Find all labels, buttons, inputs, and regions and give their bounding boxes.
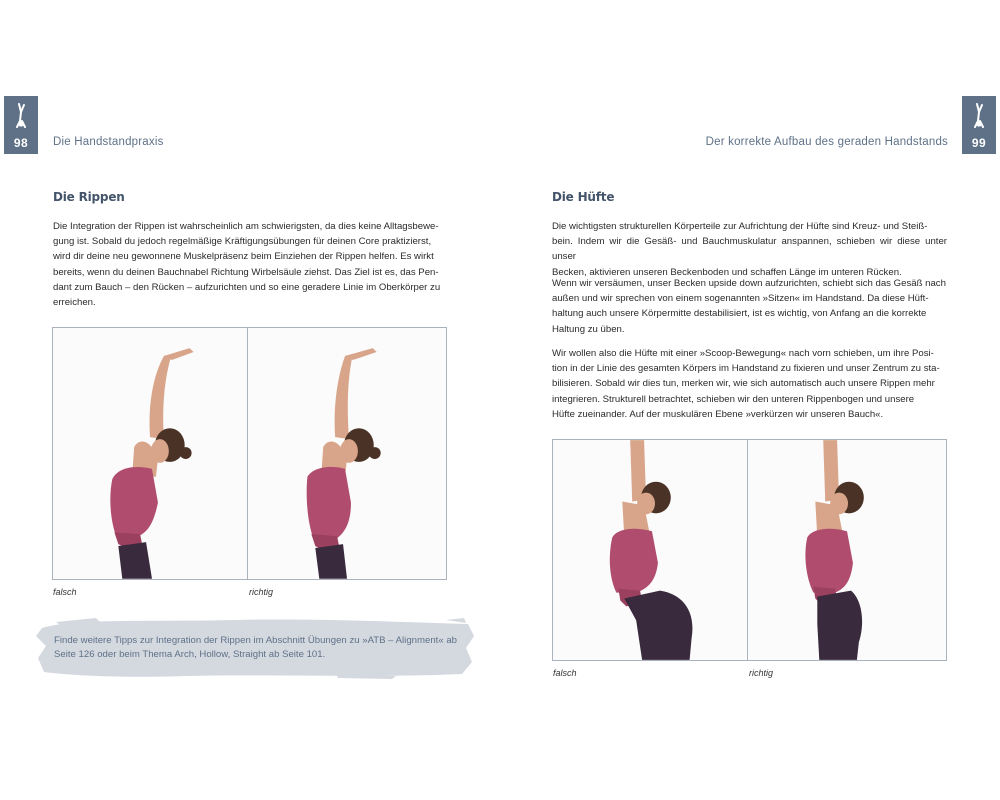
tip-text (54, 634, 464, 662)
photo-caption: richtig (749, 668, 774, 678)
handstand-figure-icon (968, 100, 990, 132)
section-heading-hip: Die Hüfte (552, 190, 615, 204)
paragraph-hip-3 (552, 346, 947, 422)
photo-caption: falsch (553, 668, 577, 678)
woman-arms-up-hip-photo (553, 440, 750, 660)
photo-hip-right (747, 439, 947, 661)
text-line: Hüfte zueinander. Auf der muskulären Ebene »verkürzen wir unseren Bauch«. (552, 408, 884, 420)
page-number: 98 (13, 136, 29, 150)
text-line: haltung auch unsere Körpermitte destabilisiert, ist es wichtig, von Anfang an die korrekte (552, 308, 927, 320)
text-line: gung ist. Sobald du jedoch regelmäßige Kräftigungsübungen für deinen Core praktizierst, (53, 236, 432, 248)
handstand-figure-icon (10, 100, 32, 132)
photo-caption: richtig (249, 587, 274, 597)
text-line: erreichen. (53, 297, 96, 309)
running-head-right: Der korrekte Aufbau des geraden Handstands (705, 136, 948, 148)
text-line: Wenn wir versäumen, unser Becken upside down aufzurichten, schiebt sich das Gesäß nach (552, 278, 946, 289)
woman-arms-raised-photo (53, 328, 250, 579)
text-line: Seite 126 oder beim Thema Arch, Hollow, Straight ab Seite 101. (54, 649, 326, 660)
text-line: Finde weitere Tipps zur Integration der Rippen im Abschnitt Übungen zu »ATB – Alignment« ab (54, 635, 457, 646)
text-line: bilisieren. Sobald wir dies tun, merken wir, wie sich automatisch auch unsere Rippen mehr (552, 378, 935, 390)
woman-arms-up-hip-photo (748, 440, 946, 660)
text-line: tion in der Linie des gesamten Körpers im Handstand zu fixieren und unser Zentrum zu sta- (552, 363, 940, 375)
page-number: 99 (971, 136, 987, 150)
text-line: Die Integration der Rippen ist wahrscheinlich am schwierigsten, da dies keine Alltagsbewe- (53, 221, 439, 232)
section-heading-ribs: Die Rippen (53, 190, 125, 204)
paragraph-hip-2 (552, 276, 947, 337)
photo-caption: falsch (53, 587, 77, 597)
paragraph-ribs (53, 219, 448, 310)
text-line: Becken, aktivieren unseren Beckenboden und schaffen Länge im unteren Rücken. (552, 266, 902, 278)
photo-ribs-right (247, 327, 447, 580)
text-line: Die wichtigsten strukturellen Körperteile zur Aufrichtung der Hüfte sind Kreuz- und Steiß- (552, 221, 928, 232)
text-line: Wir wollen also die Hüfte mit einer »Scoop-Bewegung« nach vorn schieben, um ihre Posi- (552, 348, 934, 359)
text-line: dant zum Bauch – den Rücken – aufzurichten und so eine geradere Linie im Oberkörper zu (53, 281, 441, 293)
text-line: wird dir deine neu gewonnene Muskelpräsenz beim Einziehen der Rippen helfen. Es wirkt (53, 251, 434, 263)
page-number-tab-left (4, 96, 38, 154)
text-line: integrieren. Strukturell betrachtet, schieben wir den unteren Rippenbogen und unsere (552, 393, 915, 405)
text-line: außen und wir sprechen von einem sogenannten »Sitzen« im Handstand. Da diese Hüft- (552, 293, 929, 305)
text-line: bereits, wenn du deinen Bauchnabel Richtung Wirbelsäule ziehst. Das Ziel ist es, das Pen- (53, 266, 439, 278)
page-number-tab-right (962, 96, 996, 154)
running-head-left: Die Handstandpraxis (53, 136, 164, 148)
photo-ribs-wrong (52, 327, 251, 580)
tip-box (36, 614, 476, 680)
woman-arms-raised-photo (248, 328, 446, 579)
text-line: Haltung zu üben. (552, 323, 625, 335)
paragraph-hip-1 (552, 219, 947, 280)
text-line: bein. Indem wir die Gesäß- und Bauchmuskulatur anspannen, schieben wir diese unter unser (552, 236, 947, 263)
photo-hip-wrong (552, 439, 751, 661)
